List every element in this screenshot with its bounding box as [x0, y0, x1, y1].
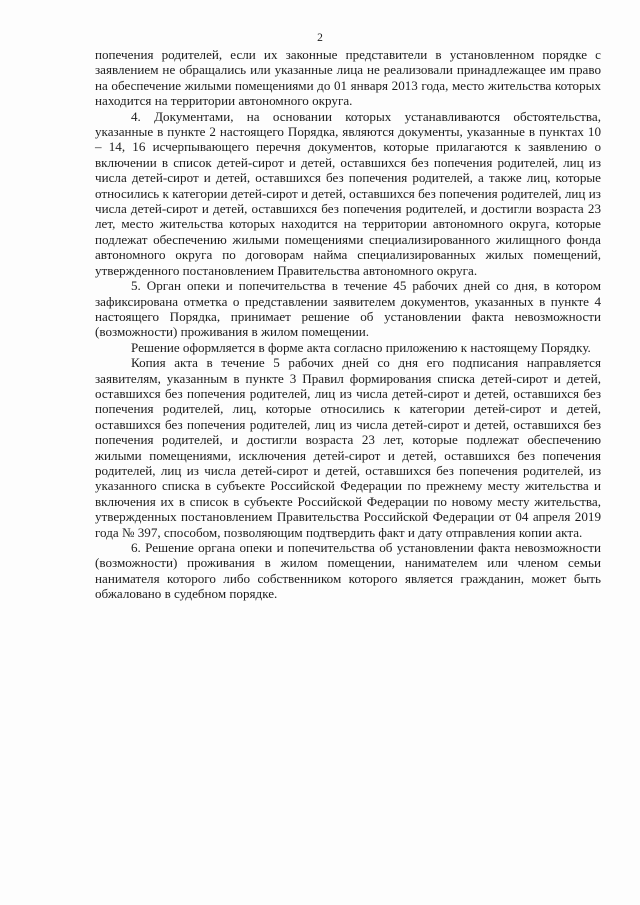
paragraph-item-4: 4. Документами, на основании которых устанавливаются обстоятельства, указанные в пункте 2 настоящего Порядка, являются документы, указанные в пунктах 10 – 14, 16 исчерпывающего перечня документов, которые прилагаются к заявлению о включении в список детей-сирот и детей, оставшихся без попечения родителей, лиц из числа детей-сирот и детей, оставшихся без попечения родителей, а также лиц, которые относились к категории детей-сирот и детей, оставшихся без попечения родителей, лиц из числа детей-сирот и детей, оставшихся без попечения родителей, и достигли возраста 23 лет, место жительства которых находится на территории автономного округа, которые подлежат обеспечению жилыми помещениями специализированного жилищного фонда автономного округа по договорам найма специализированных жилых помещений, утвержденного постановлением Правительства автономного округа.	[95, 108, 601, 278]
paragraph-decision-form: Решение оформляется в форме акта согласно приложению к настоящему Порядку.	[131, 339, 591, 355]
paragraph-item-5: 5. Орган опеки и попечительства в течение 45 рабочих дней со дня, в котором зафиксирована отметка о представлении заявителем документов, указанных в пункте 4 настоящего Порядка, принимает решение об установлении факта невозможности (возможности) проживания в жилом помещении.	[95, 278, 601, 340]
page-number: 2	[317, 32, 323, 44]
paragraph-act-copy: Копия акта в течение 5 рабочих дней со дня его подписания направляется заявителям, указанным в пункте 3 Правил формирования списка детей-сирот и детей, оставшихся без попечения родителей, лиц из числа детей-сирот и детей, оставшихся без попечения родителей, лиц, которые относились к категории детей-сирот и детей, оставшихся без попечения родителей, лиц из числа детей-сирот и детей, оставшихся без попечения родителей, и достигли возраста 23 лет, которые подлежат обеспечению жилыми помещениями, исключения детей-сирот и детей, оставшихся без попечения родителей, лиц из числа детей-сирот и детей, оставшихся без попечения родителей, из указанного списка в субъекте Российской Федерации по прежнему месту жительства и включения их в список в субъекте Российской Федерации по новому месту жительства, утвержденных постановлением Правительства Российской Федерации от 04 апреля 2019 года № 397, способом, позволяющим подтвердить факт и дату отправления копии акта.	[95, 355, 601, 540]
paragraph-continuation: попечения родителей, если их законные представители в установленном порядке с заявлением не обращались или указанные лица не реализовали принадлежащее им право на обеспечение жилыми помещениями до 01 января 2013 года, место жительства которых находится на территории автономного округа.	[95, 47, 601, 109]
document-body	[95, 47, 601, 602]
paragraph-item-6: 6. Решение органа опеки и попечительства об установлении факта невозможности (возможности) проживания в жилом помещении, нанимателем или членом семьи нанимателя которого либо собственником которого является гражданин, может быть обжаловано в судебном порядке.	[95, 540, 601, 602]
